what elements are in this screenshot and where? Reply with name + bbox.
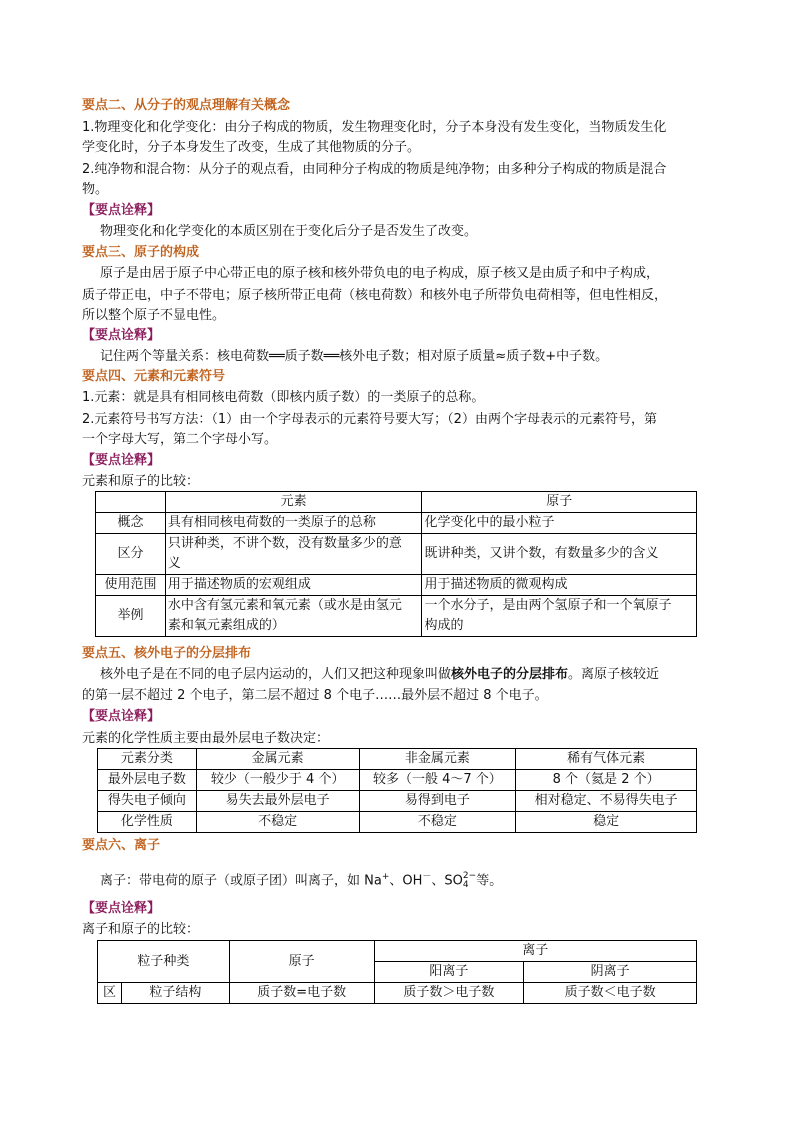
section2-heading: 要点二、从分子的观点理解有关概念 [82, 98, 291, 113]
table-header-cell: 原子 [422, 492, 697, 513]
table-cell: 既讲种类，又讲个数，有数量多少的含义 [422, 534, 697, 575]
row-label: 化学性质 [98, 812, 197, 833]
row-label: 举例 [96, 596, 166, 637]
table-header-cell: 元素 [165, 492, 422, 513]
oh-charge: － [422, 872, 432, 882]
table-cell: 8 个（氦是 2 个） [516, 770, 697, 791]
section3-note-label: 【要点诠释】 [82, 328, 161, 343]
cell-line: 素和氧元素组成的） [167, 618, 285, 633]
row-label: 概念 [96, 513, 166, 534]
table-header-row [96, 492, 697, 513]
ion-text: 、OH [389, 873, 423, 889]
table-cell: 质子数＜电子数 [524, 983, 697, 1004]
section5-line1-a: 核外电子是在不同的电子层内运动的，人们又把这种现象叫做 [100, 667, 452, 682]
section5-line1-c: 。离原子核较近 [568, 667, 660, 682]
table-header-cell: 金属元素 [196, 749, 359, 770]
section6-heading: 要点六、离子 [82, 838, 161, 853]
table-header-cell: 原子 [229, 941, 374, 983]
section6-table-caption: 离子和原子的比较： [82, 922, 200, 937]
table-cell [422, 596, 697, 637]
section3-heading: 要点三、原子的构成 [82, 245, 200, 260]
section4-heading: 要点四、元素和元素符号 [82, 369, 226, 384]
table-cell: 易失去最外层电子 [196, 791, 359, 812]
section4-p2-line2: 一个字母大写，第二个字母小写。 [82, 432, 278, 447]
table-header-cell: 离子 [374, 941, 696, 962]
ion-atom-table [97, 940, 697, 1004]
table-cell [165, 596, 422, 637]
table-header-cell: 阳离子 [374, 962, 524, 983]
section5-line1-bold: 核外电子的分层排布 [451, 667, 569, 682]
table-row [98, 812, 697, 833]
table-cell: 稳定 [516, 812, 697, 833]
section3-line3: 所以整个原子不显电性。 [82, 308, 226, 323]
table-cell: 较多（一般 4～7 个） [359, 770, 516, 791]
cell-line: 水中含有氢元素和氧元素（或水是由氢元 [167, 598, 402, 613]
section2-p2-line1: 2.纯净物和混合物：从分子的观点看，由同种分子构成的物质是纯净物；由多种分子构成的物质是混合 [82, 162, 667, 177]
table-cell: 不稳定 [359, 812, 516, 833]
so4-charge: 2− [462, 870, 477, 881]
section5-table-caption: 元素的化学性质主要由最外层电子数决定： [82, 731, 330, 746]
section2-p2-line2: 物。 [82, 182, 109, 197]
table-row [98, 983, 697, 1004]
table-row [96, 596, 697, 637]
table-cell: 用于描述物质的宏观组成 [165, 575, 422, 596]
table-cell: 较少（一般少于 4 个） [196, 770, 359, 791]
row-label: 得失电子倾向 [98, 791, 197, 812]
section4-table-caption: 元素和原子的比较： [82, 474, 200, 489]
cell-line: 义 [167, 556, 181, 571]
table-row [98, 770, 697, 791]
section2-note-label: 【要点诠释】 [82, 203, 161, 218]
row-prefix: 区 [98, 983, 122, 1004]
section3-line2: 质子带正电，中子不带电；原子核所带正电荷（核电荷数）和核外电子所带负电荷相等，但电性相反， [82, 288, 668, 303]
section4-p1: 1.元素：就是具有相同核电荷数（即核内质子数）的一类原子的总称。 [82, 390, 485, 405]
row-label: 使用范围 [96, 575, 166, 596]
table-row [96, 575, 697, 596]
table-cell: 不稳定 [196, 812, 359, 833]
table-cell [96, 492, 166, 513]
table-cell: 易得到电子 [359, 791, 516, 812]
row-label: 粒子结构 [121, 983, 229, 1004]
na-charge: + [381, 872, 390, 882]
cell-line: 一个水分子，是由两个氢原子和一个氧原子 [424, 598, 672, 613]
section6-ion-definition [100, 866, 502, 892]
table-cell: 质子数=电子数 [229, 983, 374, 1004]
section5-line2: 的第一层不超过 2 个电子，第二层不超过 8 个电子……最外层不超过 8 个电子。 [82, 688, 548, 703]
section6-note-label: 【要点诠释】 [82, 901, 161, 916]
section5-heading: 要点五、核外电子的分层排布 [82, 646, 252, 661]
table-cell: 化学变化中的最小粒子 [422, 513, 697, 534]
table-cell: 相对稳定、不易得失电子 [516, 791, 697, 812]
electron-table [97, 748, 697, 833]
ion-text: 等。 [476, 873, 503, 889]
section5-line1 [100, 664, 659, 686]
section4-note-label: 【要点诠释】 [82, 453, 161, 468]
section3-note-text: 记住两个等量关系：核电荷数══质子数══核外电子数；相对原子质量≈质子数+中子数。 [100, 349, 609, 364]
table-row [98, 791, 697, 812]
table-cell: 质子数＞电子数 [374, 983, 524, 1004]
table-row [96, 534, 697, 575]
table-row [96, 513, 697, 534]
row-label: 区分 [96, 534, 166, 575]
cell-line: 只讲种类，不讲个数，没有数量多少的意 [167, 536, 402, 551]
cell-line: 构成的 [424, 618, 464, 633]
section3-line1: 原子是由居于原子中心带正电的原子核和核外带负电的电子构成，原子核又是由质子和中子构成， [100, 266, 660, 281]
so4-charge-subscript [463, 872, 476, 890]
table-header-row [98, 749, 697, 770]
element-atom-table [95, 491, 697, 637]
table-header-cell: 非金属元素 [359, 749, 516, 770]
ion-text: 、SO [431, 873, 463, 889]
section5-note-label: 【要点诠释】 [82, 709, 161, 724]
section2-p1-line1: 1.物理变化和化学变化：由分子构成的物质，发生物理变化时，分子本身没有发生变化，当物质发生化 [82, 120, 667, 135]
section2-note-text: 物理变化和化学变化的本质区别在于变化后分子是否发生了改变。 [100, 224, 478, 239]
table-header-row [98, 941, 697, 962]
section2-p1-line2: 学变化时，分子本身发生了改变，生成了其他物质的分子。 [82, 140, 421, 155]
ion-text: 离子：带电荷的原子（或原子团）叫离子，如 Na [100, 873, 382, 889]
table-cell: 具有相同核电荷数的一类原子的总称 [165, 513, 422, 534]
table-header-cell: 稀有气体元素 [516, 749, 697, 770]
table-header-cell: 元素分类 [98, 749, 197, 770]
table-header-cell: 阴离子 [524, 962, 697, 983]
table-cell: 用于描述物质的微观构成 [422, 575, 697, 596]
so4-subscript: 4 [462, 879, 469, 890]
section4-p2-line1: 2.元素符号书写方法：（1）由一个字母表示的元素符号要大写；（2）由两个字母表示的元素符号，第 [82, 412, 657, 427]
table-cell [165, 534, 422, 575]
table-header-cell: 粒子种类 [98, 941, 230, 983]
row-label: 最外层电子数 [98, 770, 197, 791]
